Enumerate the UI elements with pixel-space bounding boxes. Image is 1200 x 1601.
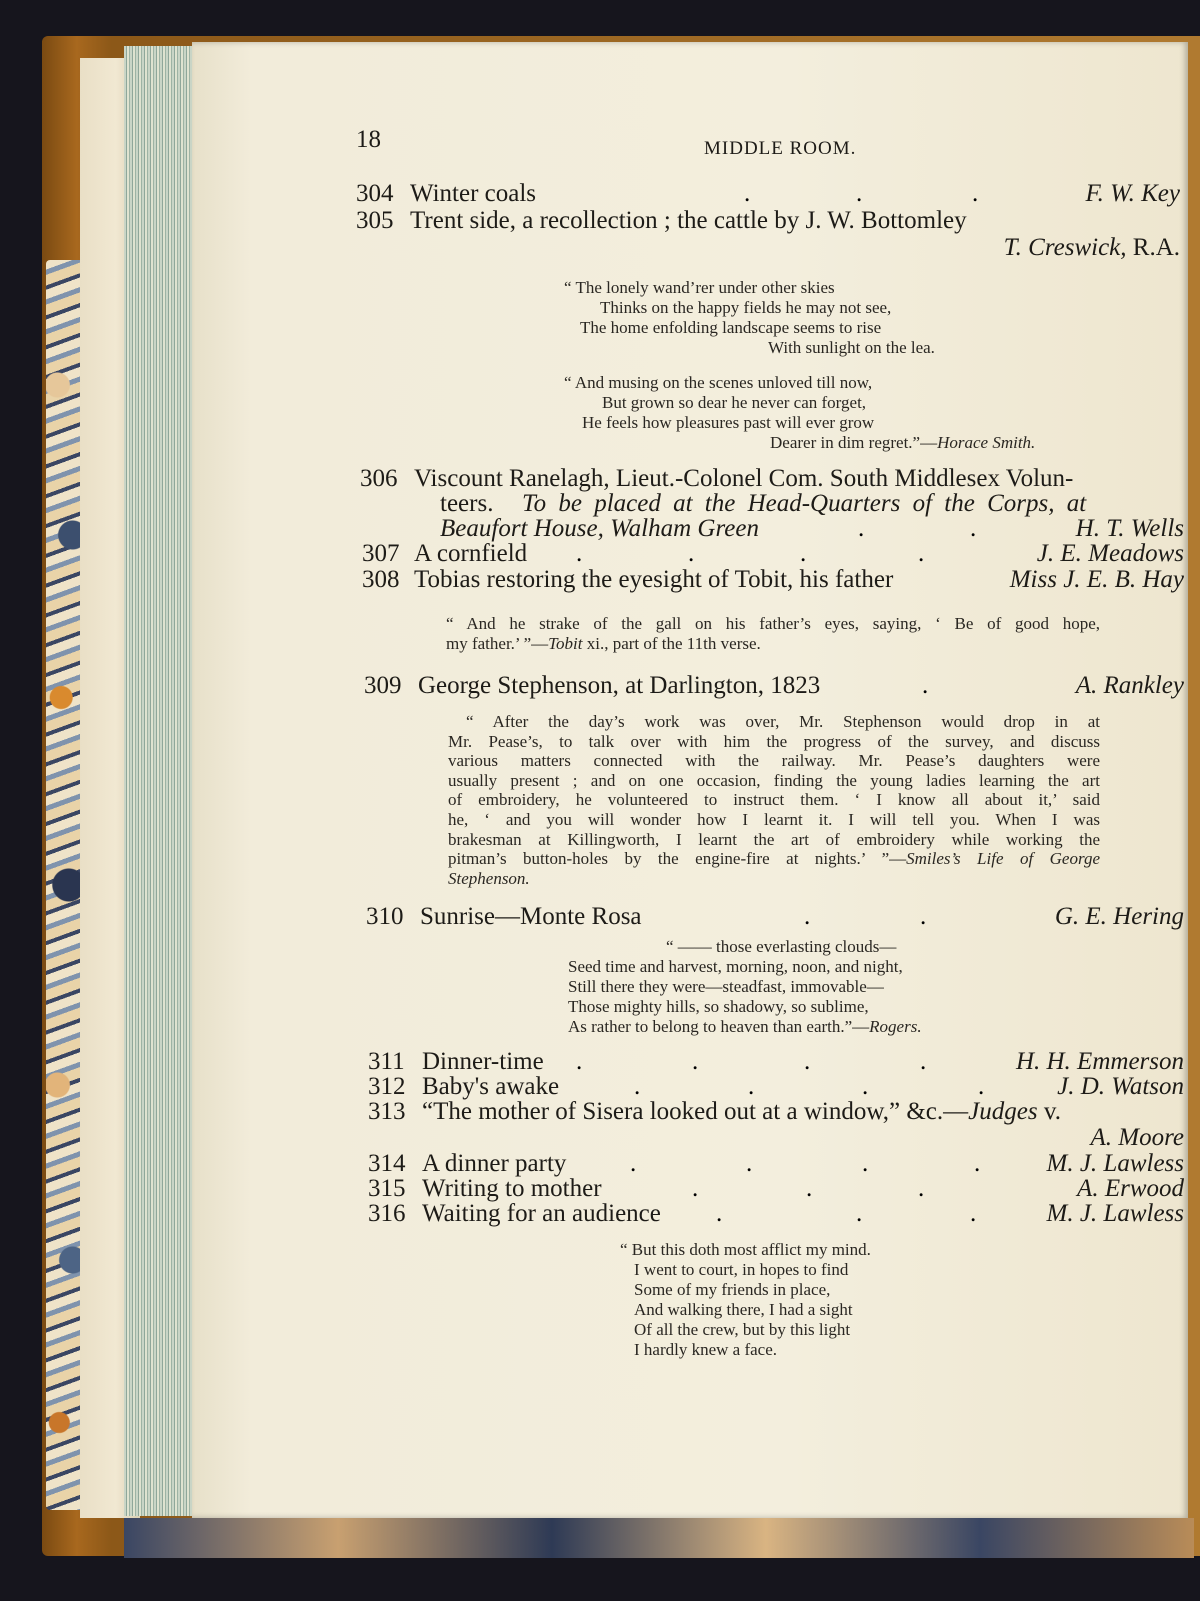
entry-316-number: 316	[368, 1200, 406, 1227]
quote-line: of embroidery, he volunteered to instruct them. ‘ I know all about it,’ said	[448, 790, 1100, 810]
entry-305-artist	[1004, 234, 1180, 262]
quote-attribution: Smiles’s Life of George	[906, 849, 1100, 869]
entry-306-title-line2: teers.	[440, 490, 494, 517]
quote-line: With sunlight on the lea.	[768, 338, 935, 357]
quote-line: Seed time and harvest, morning, noon, and night,	[568, 957, 903, 976]
quote-text: Dearer in dim regret.”—	[770, 433, 938, 452]
page-number: 18	[356, 126, 381, 153]
entry-314-number: 314	[368, 1150, 406, 1177]
quote-line: “ But this doth most afflict my mind.	[620, 1240, 871, 1259]
entry-304-number: 304	[356, 180, 394, 207]
quote-line-attributed	[448, 849, 1100, 869]
quote-reference: xi., part of the 11th verse.	[586, 633, 761, 653]
entry-308-title: Tobias restoring the eyesight of Tobit, his father	[414, 566, 894, 593]
entry-310-number: 310	[366, 903, 404, 930]
quote-line: I hardly knew a face.	[634, 1340, 778, 1359]
entry-312-artist: J. D. Watson	[1057, 1073, 1184, 1100]
quote-attribution: Horace Smith.	[937, 433, 1036, 452]
entry-307-number: 307	[362, 540, 400, 567]
quote-line-attributed	[446, 634, 1100, 654]
quote-line: brakesman at Killingworth, I learnt the art of embroidery while working the	[448, 829, 1100, 849]
entry-304-artist: F. W. Key	[1085, 180, 1180, 207]
quote-line: Thinks on the happy fields he may not see,	[600, 298, 892, 317]
quote-line: And walking there, I had a sight	[634, 1300, 853, 1319]
quote-line: “ And musing on the scenes unloved till now,	[564, 373, 873, 392]
entry-316-title: Waiting for an audience	[422, 1200, 661, 1227]
entry-310-artist: G. E. Hering	[1054, 903, 1184, 930]
entry-306-number: 306	[360, 465, 398, 492]
entry-314-artist: M. J. Lawless	[1046, 1150, 1184, 1177]
quote-line: He feels how pleasures past will ever grow	[582, 413, 875, 432]
entry-313-title	[422, 1098, 1061, 1126]
quote-line: Of all the crew, but by this light	[634, 1320, 851, 1339]
entry-306-location: Beaufort House, Walham Green	[440, 515, 759, 542]
entry-308-artist: Miss J. E. B. Hay	[1009, 566, 1184, 593]
entry-306-placement: To be placed at the Head-Quarters of the Corps, at	[522, 490, 1087, 517]
quote-line: Those mighty hills, so shadowy, so sublime,	[568, 997, 869, 1016]
entry-311-artist: H. H. Emmerson	[1015, 1048, 1184, 1075]
entry-313-number: 313	[368, 1098, 406, 1125]
quote-line: “ —— those everlasting clouds—	[666, 937, 897, 956]
entry-316-artist: M. J. Lawless	[1046, 1200, 1184, 1227]
entry-313-title-text: “The mother of Sisera looked out at a window,” &c.—	[422, 1098, 969, 1125]
quote-line: usually present ; and on one occasion, finding the young ladies learning the art	[448, 770, 1100, 790]
entry-307-title: A cornfield	[414, 540, 528, 567]
entry-307-artist: J. E. Meadows	[1036, 540, 1184, 567]
quote-line-attributed	[770, 433, 1035, 453]
quote-line: But grown so dear he never can forget,	[602, 393, 867, 412]
quote-line: “ And he strake of the gall on his father’s eyes, saying, ‘ Be of good hope,	[446, 614, 1100, 633]
entry-311-number: 311	[368, 1048, 405, 1075]
quote-source: Tobit	[548, 633, 583, 653]
entry-314-title: A dinner party	[422, 1150, 567, 1177]
entry-309-number: 309	[364, 672, 402, 699]
quote-line: “ The lonely wand’rer under other skies	[564, 278, 835, 297]
quote-line: he, ‘ and you will wonder how I learnt it. I will tell you. When I was	[448, 809, 1100, 829]
quote-text: my father.’ ”—	[446, 633, 549, 653]
marbled-edge-bottom	[124, 1518, 1194, 1558]
quote-line: Mr. Pease’s, to talk over with him the progress of the survey, and discuss	[448, 731, 1100, 751]
entry-305-number: 305	[356, 207, 394, 234]
entry-305-artist-suffix: R.A.	[1132, 234, 1180, 261]
quote-text: pitman’s button-holes by the engine-fire at nights.’ ”—	[448, 849, 907, 869]
page-edges	[124, 46, 198, 1516]
quote-line-attributed	[568, 1017, 922, 1037]
quote-line: Some of my friends in place,	[634, 1280, 831, 1299]
entry-312-number: 312	[368, 1073, 406, 1100]
entry-311-title: Dinner-time	[422, 1048, 544, 1075]
entry-315-artist: A. Erwood	[1077, 1175, 1184, 1202]
quote-line: Still there they were—steadfast, immovable—	[568, 977, 884, 996]
entry-313-source: Judges	[968, 1098, 1038, 1125]
entry-306-artist: H. T. Wells	[1075, 515, 1184, 542]
quote-attribution: Rogers.	[869, 1017, 922, 1036]
running-head: MIDDLE ROOM.	[704, 138, 857, 159]
entry-305-artist-name: T. Creswick,	[1003, 234, 1127, 261]
entry-315-number: 315	[368, 1175, 406, 1202]
quote-line: I went to court, in hopes to find	[634, 1260, 849, 1279]
quote-309	[448, 712, 1100, 888]
entry-308-number: 308	[362, 566, 400, 593]
entry-313-source-tail: v.	[1043, 1098, 1061, 1125]
entry-304-title: Winter coals	[410, 180, 537, 207]
entry-315-title: Writing to mother	[422, 1175, 602, 1202]
quote-line: various matters connected with the railway. Mr. Pease’s daughters were	[448, 751, 1100, 771]
entry-310-title: Sunrise—Monte Rosa	[420, 903, 642, 930]
entry-309-artist: A. Rankley	[1075, 672, 1184, 699]
quote-text: As rather to belong to heaven than earth.”—	[568, 1017, 870, 1036]
entry-309-title: George Stephenson, at Darlington, 1823	[418, 672, 821, 699]
entry-313-artist: A. Moore	[1090, 1124, 1184, 1151]
entry-312-title: Baby's awake	[422, 1073, 560, 1100]
quote-line: “ After the day’s work was over, Mr. Stephenson would drop in at	[466, 712, 1100, 731]
marbled-endpaper	[46, 260, 84, 1510]
quote-308	[446, 614, 1100, 653]
quote-attribution-cont: Stephenson.	[448, 868, 530, 888]
quote-line: The home enfolding landscape seems to rise	[580, 318, 882, 337]
entry-305-title: Trent side, a recollection ; the cattle by J. W. Bottomley	[410, 207, 967, 234]
entry-306-title-line1: Viscount Ranelagh, Lieut.-Colonel Com. South Middlesex Volun-	[414, 465, 1074, 492]
